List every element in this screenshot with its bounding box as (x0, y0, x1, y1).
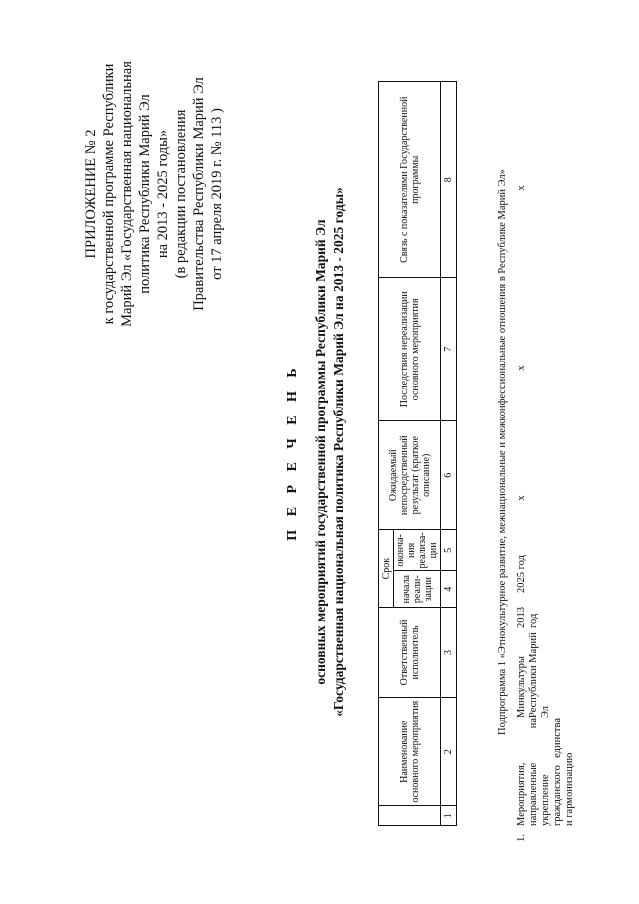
appendix-line: политика Республики Марий Эл (137, 94, 153, 294)
column-number: 6 (441, 421, 457, 530)
column-number: 8 (441, 82, 457, 278)
header-link: Связь с показателями Государственной программы (379, 82, 441, 278)
appendix-title: ПРИЛОЖЕНИЕ № 2 (83, 129, 99, 259)
appendix-block (82, 39, 226, 349)
column-number: 3 (441, 607, 457, 697)
column-number: 7 (441, 278, 457, 421)
appendix-line: на 2013 - 2025 годы» (155, 129, 171, 259)
header-term-end: оконча-ния реализа-ции (394, 530, 441, 571)
column-number: 5 (441, 530, 457, 571)
row-consequences: х (516, 365, 527, 371)
row-name: Мероприятия, направленные на укрепление гражданского единства и гармонизацию (516, 718, 575, 826)
appendix-line: Правительства Республики Марий Эл (191, 77, 207, 311)
appendix-line: (в редакции постановления (173, 109, 189, 279)
heading-title: П Е Р Е Ч Е Н Ь (285, 363, 300, 541)
header-executor: Ответственный исполнитель (379, 607, 441, 697)
appendix-line: Марий Эл «Государственная национальная (119, 61, 135, 327)
header-num (379, 806, 441, 826)
heading-line: основных мероприятий государственной программы Республики Марий Эл (313, 219, 328, 685)
column-number: 4 (441, 571, 457, 608)
header-name: Наименование основного мероприятия (379, 697, 441, 806)
column-number: 2 (441, 697, 457, 806)
header-consequences: Последствия нереализации основного мероприятия (379, 278, 441, 421)
measures-table (378, 81, 457, 826)
row-result: х (516, 495, 527, 501)
row-number: 1. (516, 834, 527, 842)
column-number: 1 (441, 806, 457, 826)
document-heading (285, 0, 347, 904)
header-term-start: начала реали-зации (394, 571, 441, 608)
row-start: 2013 год (516, 607, 539, 628)
heading-line: «Государственная национальная политика Республики Марий Эл на 2013 - 2025 годы» (331, 187, 346, 717)
row-end: 2025 год (516, 555, 527, 593)
header-result: Ожидаемый непосредственный результат (краткое описание) (379, 421, 441, 530)
appendix-line: к государственной программе Республики (101, 63, 117, 325)
row-executor: Минкультуры Республики Марий Эл (516, 632, 551, 718)
header-term: Срок (379, 530, 394, 608)
row-link: х (516, 185, 527, 191)
appendix-line: от 17 апреля 2019 г. № 113 ) (209, 108, 225, 280)
subprogram-title: Подпрограмма 1 «Этнокультурное развитие, межнациональные и межконфессиональные отношения в Республике Марий Эл» (497, 169, 508, 735)
